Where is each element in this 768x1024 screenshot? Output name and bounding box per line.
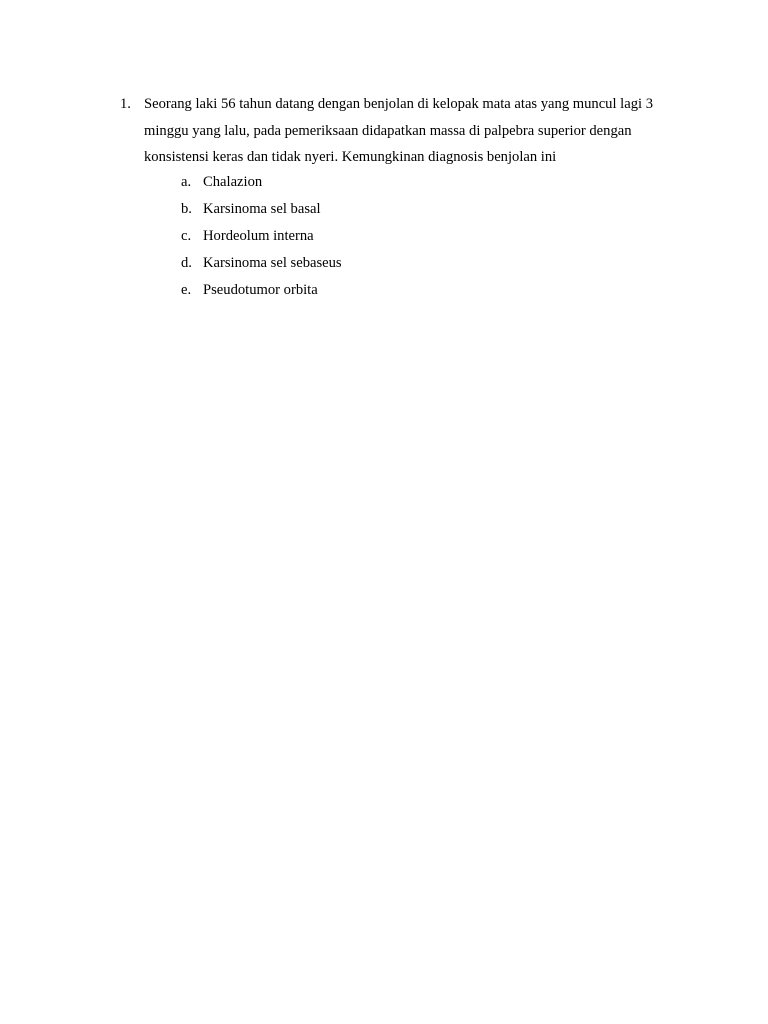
option-text: Hordeolum interna (203, 228, 314, 244)
option-letter: e. (181, 282, 192, 298)
answer-option-a (181, 169, 581, 196)
option-letter: b. (181, 201, 192, 217)
question-number: 1. (120, 96, 131, 112)
answer-option-c (181, 223, 581, 250)
option-text: Chalazion (203, 174, 263, 190)
answer-option-d (181, 250, 581, 277)
option-letter: a. (181, 174, 192, 190)
answer-option-b (181, 196, 581, 223)
option-text: Karsinoma sel basal (203, 201, 321, 217)
question-text: Seorang laki 56 tahun datang dengan benjolan di kelopak mata atas yang muncul lagi 3 minggu yang lalu, pada pemeriksaan didapatkan massa di palpebra superior dengan konsistensi keras dan tidak nyeri. Kemungkinan diagnosis benjolan ini (144, 96, 654, 165)
option-letter: d. (181, 255, 192, 271)
question-item (120, 91, 680, 298)
option-letter: c. (181, 228, 192, 244)
option-text: Karsinoma sel sebaseus (203, 255, 342, 271)
option-text: Pseudotumor orbita (203, 282, 318, 298)
answer-options-list (181, 169, 581, 304)
answer-option-e (181, 277, 581, 304)
